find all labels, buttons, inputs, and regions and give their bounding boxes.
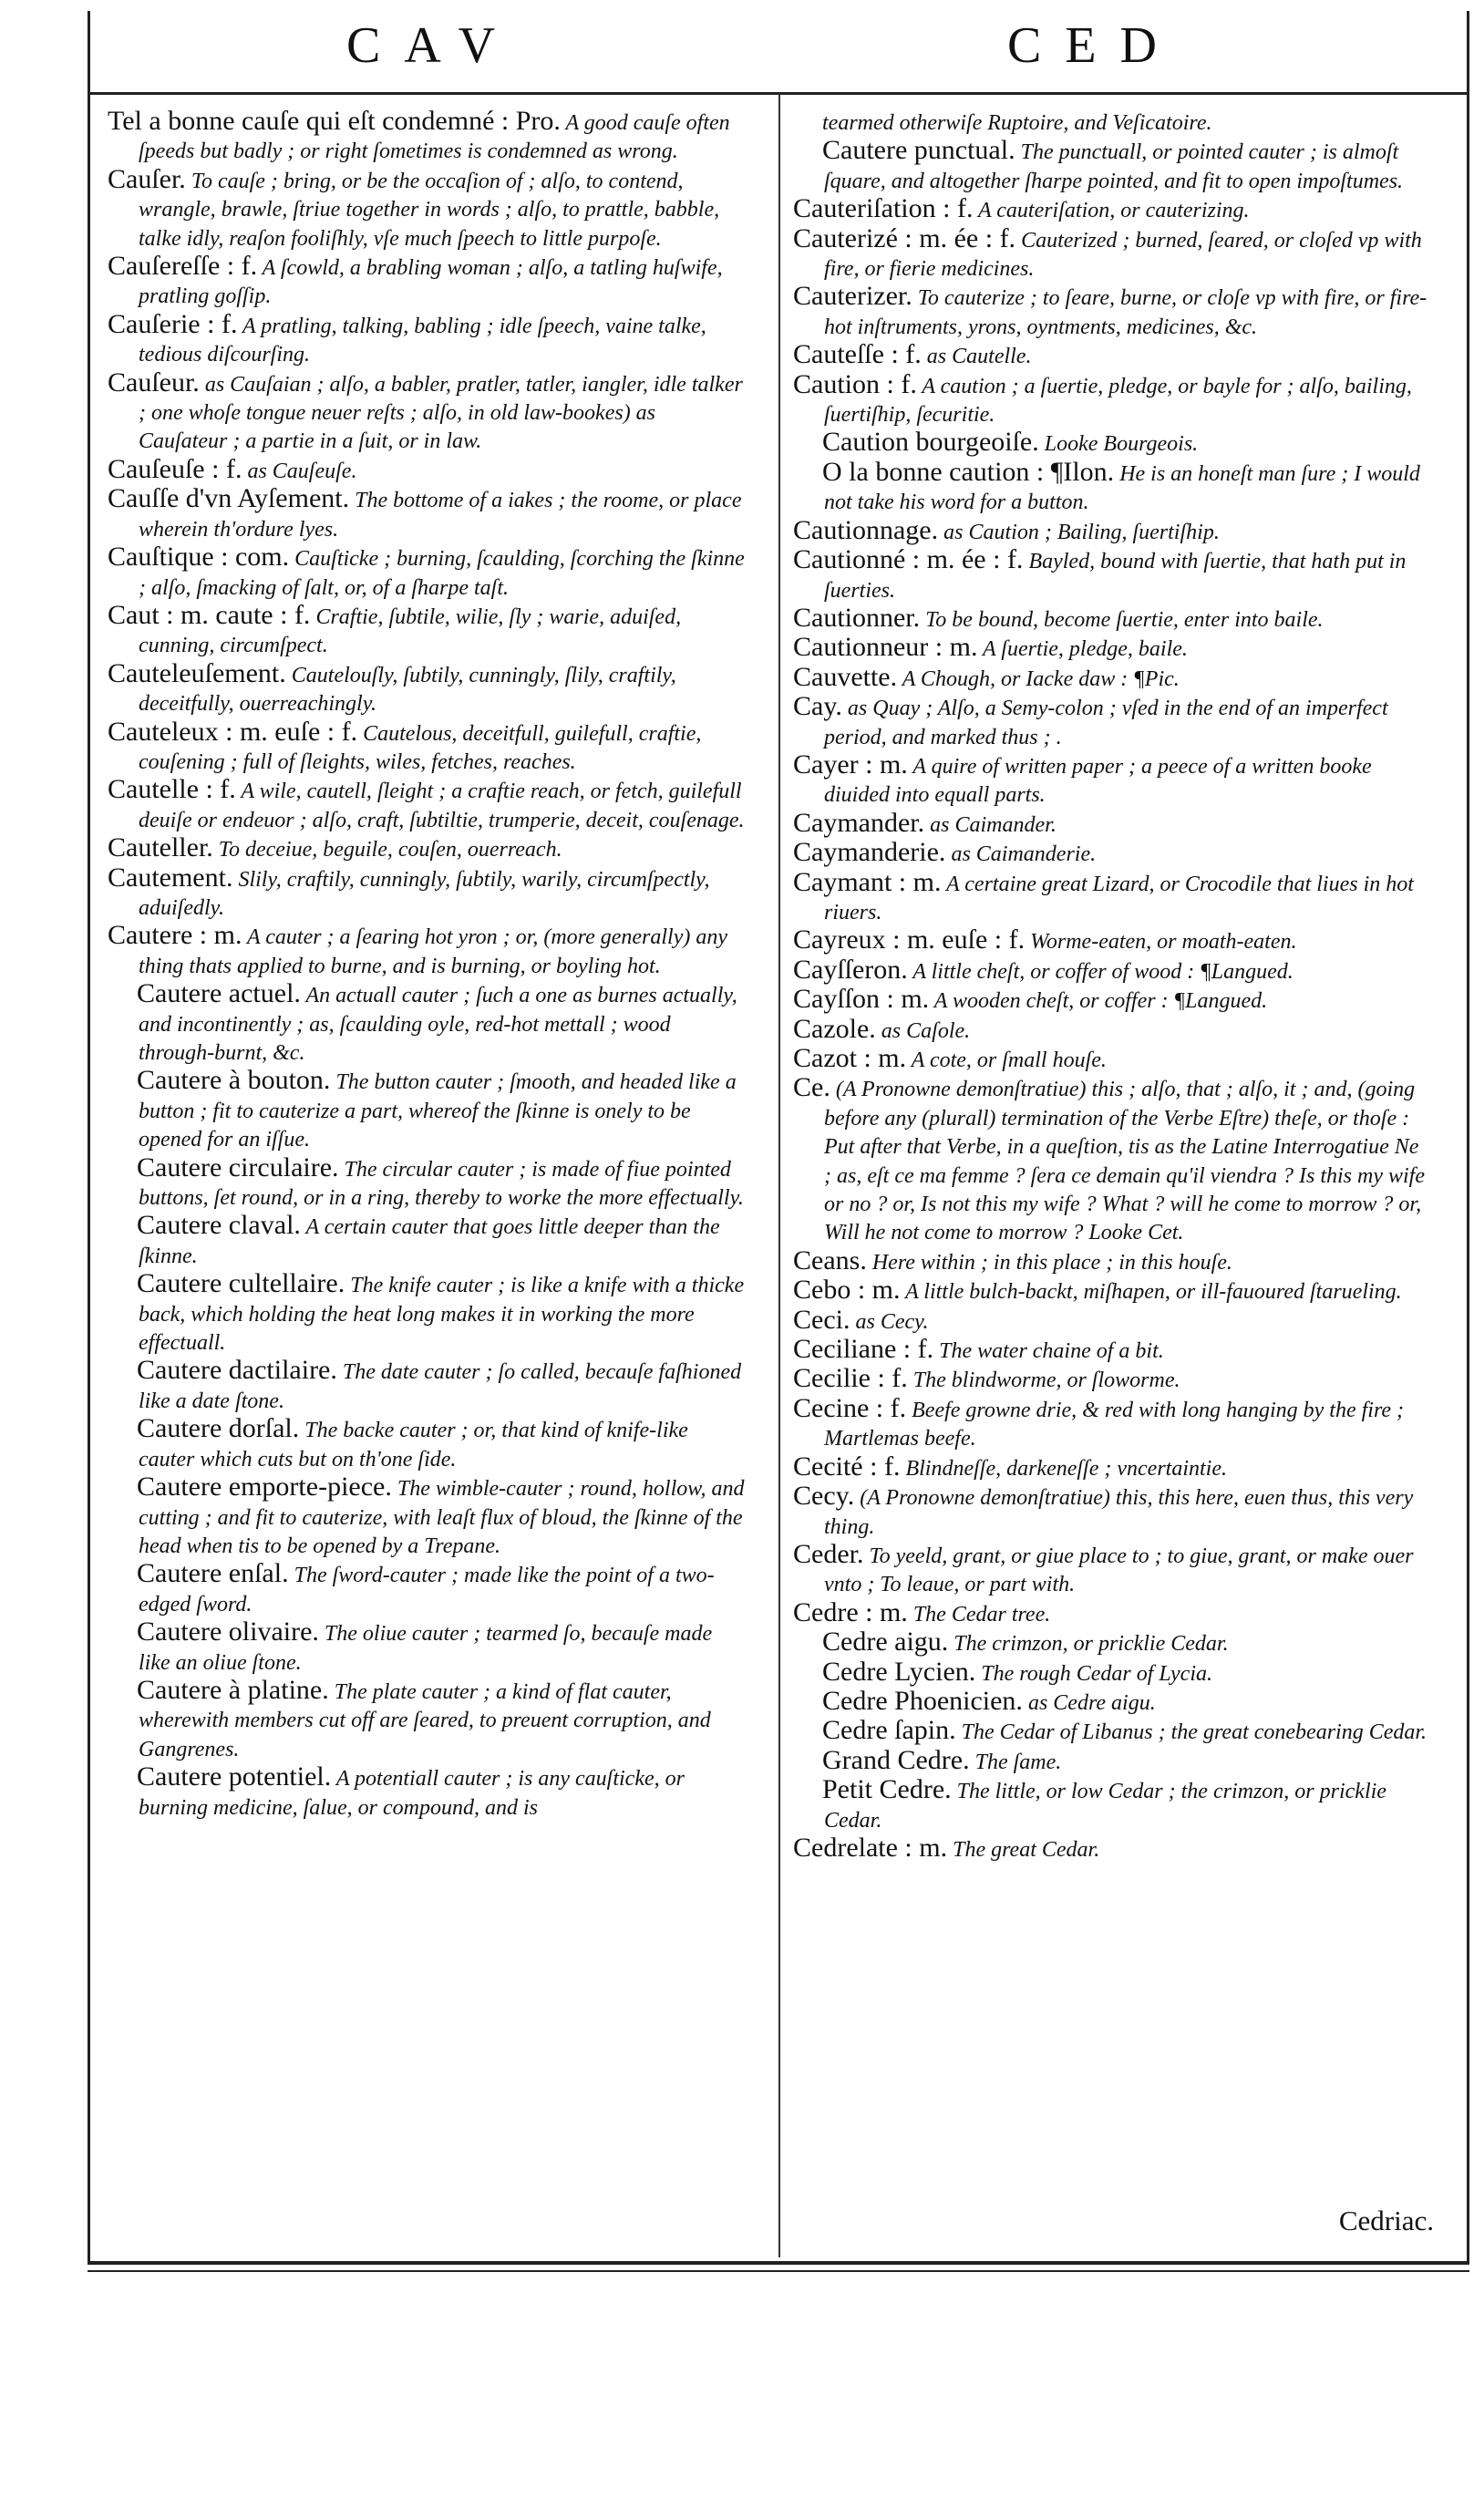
entry-definition: A pratling, talking, babling ; idle ſpeech, vaine talke, tedious diſcourſing. <box>139 314 706 367</box>
entry-headword: Cayreux : m. euſe : f. <box>793 924 1026 955</box>
dictionary-entry <box>793 456 1431 517</box>
entry-headword: Cautere : m. <box>108 920 242 951</box>
dictionary-entry <box>793 986 1431 1015</box>
entry-definition: The backe cauter ; or, that kind of knife-like cauter which cuts but on th'one ſide. <box>139 1419 688 1472</box>
column-divider <box>778 95 780 2257</box>
entry-headword: Ceciliane : f. <box>793 1334 934 1365</box>
entry-headword: Cazot : m. <box>793 1043 907 1073</box>
entry-definition: The date cauter ; ſo called, becauſe faſhioned like a date ſtone. <box>139 1360 742 1413</box>
dictionary-entry <box>793 1306 1431 1336</box>
entry-definition: A cauter ; a ſearing hot yron ; or, (more generally) any thing thats applied to burne, and is burning, or boyling hot. <box>139 925 728 978</box>
entry-definition: as Cautelle. <box>921 345 1032 369</box>
entry-definition: Bayled, bound with ſuertie, that hath put in ſuerties. <box>824 550 1407 603</box>
dictionary-entry <box>793 807 1431 839</box>
entry-headword: Caut : m. caute : f. <box>108 599 311 630</box>
entry-headword: Cauſer. <box>108 163 186 194</box>
entry-definition: as Caimanderie. <box>945 842 1097 867</box>
entry-headword: O la bonne caution : ¶Ilon. <box>822 456 1115 487</box>
entry-headword: Cautere enſal. <box>137 1558 289 1589</box>
dictionary-entry <box>793 1453 1431 1482</box>
entry-headword: Cautionneur : m. <box>793 632 978 663</box>
entry-definition: The circular cauter ; is made of fiue pointed buttons, ſet round, or in a ring, thereby to worke the more effectually. <box>139 1157 744 1211</box>
entry-definition: The oliue cauter ; tearmed ſo, becauſe made like an oliue ſtone. <box>139 1622 713 1675</box>
dictionary-entry <box>793 866 1431 927</box>
dictionary-entry <box>793 1074 1431 1246</box>
dictionary-entry <box>108 922 746 980</box>
entry-definition: An actuall cauter ; ſuch a one as burnes actually, and incontinently ; as, ſcaulding oyle, red-hot mettall ; wood through-burnt, &c. <box>139 984 737 1065</box>
dictionary-entry <box>793 1045 1431 1074</box>
dictionary-entry <box>793 341 1431 370</box>
entry-headword: Cautionné : m. ée : f. <box>793 544 1024 575</box>
entry-definition: The button cauter ; ſmooth, and headed like a button ; fit to cauterize a part, whereof the ſkinne is onely to be opened for an iſſue. <box>139 1070 737 1152</box>
dictionary-entry <box>793 956 1431 986</box>
entry-definition: A ſcowld, a brabling woman ; alſo, a tatling huſwife, pratling goſſip. <box>139 256 723 309</box>
dictionary-entry <box>793 1628 1431 1658</box>
dictionary-entry <box>108 718 746 777</box>
dictionary-entry <box>108 1357 746 1415</box>
entry-definition: Beefe growne drie, & red with long hanging by the fire ; Martlemas beefe. <box>824 1398 1405 1451</box>
entry-headword: Cayer : m. <box>793 749 908 780</box>
dictionary-entry <box>108 253 746 311</box>
dictionary-entry <box>108 864 746 923</box>
entry-headword: Cauteller. <box>108 832 213 863</box>
entry-headword: Ceci. <box>793 1304 850 1335</box>
dictionary-entry <box>793 926 1431 955</box>
entry-headword: Cautere dactilaire. <box>137 1355 337 1386</box>
entry-definition: (A Pronowne demonſtratiue) this ; alſo, that ; alſo, it ; and, (going before any (plurall) termination of the Verbe Eſtre) theſe, or thoſe : Put after that Verbe, in a queſtion, tis as the Latine Interrogatiue Ne ; as, eſt ce ma femme ? ſera ce demain qu'il viendra ? Is this my wife or no ? or, Is not this my wife ? What ? will he come to morrow ? or, Will he not come to morrow ? Looke Cet. <box>824 1078 1425 1245</box>
entry-headword: Cautere dorſal. <box>137 1413 300 1444</box>
entry-definition: The plate cauter ; a kind of flat cauter, wherewith members cut off are ſeared, to preuent corruption, and Gangrenes. <box>139 1679 711 1761</box>
entry-definition: A wile, cautell, ſleight ; a craftie reach, or fetch, guilefull deuiſe or endeuor ; alſo, craft, ſubtiltie, trumperie, deceit, couſenage. <box>139 780 745 832</box>
entry-headword: Cautere punctual. <box>822 135 1015 166</box>
entry-headword: Cazole. <box>793 1013 876 1044</box>
entry-definition: A Chough, or Iacke daw : ¶Pic. <box>897 666 1180 691</box>
dictionary-entry <box>108 1763 746 1822</box>
entry-definition: A certaine great Lizard, or Crocodile that liues in hot riuers. <box>824 872 1414 924</box>
dictionary-entry <box>793 1482 1431 1541</box>
entry-definition: The Cedar tree. <box>907 1602 1051 1627</box>
entry-headword: Cautere à platine. <box>137 1674 329 1705</box>
entry-definition: as Cecy. <box>850 1309 929 1334</box>
entry-headword: Cauſſe d'vn Ayſement. <box>108 483 350 514</box>
entry-headword: Caymander. <box>793 807 925 838</box>
entry-definition: A quire of written paper ; a peece of a written booke diuided into equall parts. <box>824 754 1372 808</box>
entry-definition: Cauterized ; burned, ſeared, or cloſed vp with fire, or fierie medicines. <box>824 228 1422 282</box>
entry-headword: Cay. <box>793 691 842 722</box>
dictionary-entry <box>793 1717 1431 1746</box>
entry-definition: Here within ; in this place ; in this houſe. <box>866 1250 1232 1275</box>
entry-definition: He is an honeſt man ſure ; I would not take his word for a button. <box>824 461 1420 515</box>
entry-headword: Cauterizer. <box>793 281 912 312</box>
entry-definition: A caution ; a ſuertie, pledge, or bayle for ; alſo, bailing, ſuertiſhip, ſecuritie. <box>824 374 1412 428</box>
dictionary-entry <box>108 1067 746 1153</box>
entry-definition: as Cauſeuſe. <box>242 459 357 483</box>
entry-headword: Ceans. <box>793 1245 867 1275</box>
entry-headword: Cedre Phoenicien. <box>822 1685 1023 1716</box>
entry-definition: A potentiall cauter ; is any cauſticke, or burning medicine, ſalue, or compound, and is <box>139 1767 685 1820</box>
dictionary-entry <box>108 1415 746 1473</box>
entry-definition: Cautelouſly, ſubtily, cunningly, ſlily, craftily, deceitfully, ouerreachingly. <box>139 663 676 717</box>
dictionary-entry <box>108 1154 746 1213</box>
footer-rule <box>88 2261 1469 2265</box>
entry-headword: Cayſſeron. <box>793 954 908 985</box>
running-head-left: CAV <box>346 17 520 74</box>
entry-definition: A certain cauter that goes little deeper than the ſkinne. <box>139 1215 720 1268</box>
entry-headword: Ceder. <box>793 1538 864 1569</box>
entry-headword: Cauſeuſe : f. <box>108 453 242 484</box>
entry-headword: Cauteleux : m. euſe : f. <box>108 716 358 747</box>
entry-headword: Cauteleuſement. <box>108 657 286 688</box>
entry-headword: Caution : f. <box>793 368 917 399</box>
dictionary-entry <box>793 1013 1431 1045</box>
entry-definition: The little, or low Cedar ; the crimzon, or pricklie Cedar. <box>824 1780 1386 1833</box>
entry-headword: Cedre : m. <box>793 1596 908 1627</box>
dictionary-entry <box>793 514 1431 546</box>
entry-headword: Cautere circulaire. <box>137 1152 339 1183</box>
dictionary-entry <box>108 599 746 660</box>
entry-headword: Caution bourgeoiſe. <box>822 427 1039 458</box>
entry-definition: (A Pronowne demonſtratiue) this, this here, euen thus, this very thing. <box>824 1486 1414 1539</box>
entry-headword: Ce. <box>793 1072 830 1103</box>
entry-headword: Cauſerie : f. <box>108 308 238 339</box>
dictionary-entry <box>108 1618 746 1677</box>
dictionary-entry <box>793 1392 1431 1453</box>
dictionary-entry <box>108 163 746 253</box>
dictionary-entry <box>793 1247 1431 1276</box>
dictionary-entry <box>108 485 746 543</box>
entry-definition: as Caimander. <box>924 812 1057 837</box>
entry-definition: as Cauſaian ; alſo, a babler, pratler, tatler, iangler, idle talker ; one whoſe tongue neuer reſts ; alſo, in old law-bookes) as Cauſateur ; a partie in a ſuit, or in law. <box>139 372 743 454</box>
entry-definition: To cauſe ; bring, or be the occaſion of ; alſo, to contend, wrangle, brawle, ſtriue together in words ; alſo, to prattle, babble, talke idly, reaſon fooliſhly, vſe much ſpeech to little purpoſe. <box>139 169 720 251</box>
entry-headword: Cecine : f. <box>793 1392 907 1423</box>
entry-definition: To be bound, become ſuertie, enter into baile. <box>920 607 1324 632</box>
dictionary-entry <box>793 634 1431 663</box>
dictionary-entry <box>793 1336 1431 1365</box>
dictionary-entry <box>108 834 746 863</box>
dictionary-entry <box>108 980 746 1067</box>
entry-headword: Cautere actuel. <box>137 978 301 1009</box>
dictionary-entry <box>793 546 1431 604</box>
entry-headword: Cautionnage. <box>793 514 939 545</box>
entry-definition: The great Cedar. <box>947 1837 1100 1862</box>
dictionary-entry <box>793 1834 1431 1864</box>
dictionary-entry <box>793 693 1431 751</box>
dictionary-entry <box>108 1212 746 1270</box>
dictionary-entry <box>793 195 1431 224</box>
entry-headword: Cecité : f. <box>793 1451 901 1482</box>
entry-definition: The blindworme, or ſloworme. <box>907 1368 1180 1393</box>
entry-headword: Cedre Lycien. <box>822 1656 976 1687</box>
footer-rule-thin <box>88 2270 1469 2272</box>
running-head-right: CED <box>1007 17 1180 74</box>
left-column <box>108 108 746 1822</box>
dictionary-entry <box>108 369 746 456</box>
dictionary-entry <box>793 368 1431 429</box>
dictionary-entry <box>793 137 1431 195</box>
entry-headword: Cautement. <box>108 862 233 893</box>
entry-headword: Cautere cultellaire. <box>137 1268 345 1299</box>
dictionary-entry <box>793 1538 1431 1599</box>
dictionary-entry <box>793 222 1431 284</box>
entry-definition: A ſuertie, pledge, baile. <box>977 637 1188 662</box>
dictionary-entry <box>108 1674 746 1763</box>
entry-definition: The water chaine of a bit. <box>933 1339 1164 1364</box>
entry-definition: The knife cauter ; is like a knife with a thicke back, which holding the heat long makes it in working the more effectuall. <box>139 1274 745 1356</box>
entry-headword: Cedre ſapin. <box>822 1715 956 1746</box>
entry-headword: Cauſeur. <box>108 367 200 398</box>
entry-definition: To cauterize ; to ſeare, burne, or cloſe vp with fire, or fire-hot inſtruments, yrons, oyntments, medicines, &c. <box>824 286 1428 339</box>
entry-definition: The crimzon, or pricklie Cedar. <box>948 1632 1229 1657</box>
dictionary-entry <box>793 108 1431 137</box>
entry-definition: The Cedar of Libanus ; the great conebearing Cedar. <box>955 1720 1428 1745</box>
entry-definition: as Quay ; Alſo, a Semy-colon ; vſed in the end of an imperfect period, and marked thus ; . <box>824 697 1388 749</box>
entry-headword: Petit Cedre. <box>822 1774 952 1805</box>
entry-headword: Cautere olivaire. <box>137 1616 319 1647</box>
entry-definition: The punctuall, or pointed cauter ; is almoſt ſquare, and altogether ſharpe pointed, and fit to open impoſtumes. <box>824 140 1404 193</box>
entry-definition: To yeeld, grant, or giue place to ; to giue, grant, or make ouer vnto ; To leaue, or part with. <box>824 1544 1414 1597</box>
entry-definition: Craftie, ſubtile, wilie, ſly ; warie, aduiſed, cunning, circumſpect. <box>139 604 682 658</box>
entry-headword: Cautere emporte-piece. <box>137 1472 392 1503</box>
dictionary-entry <box>108 453 746 485</box>
dictionary-entry <box>793 429 1431 458</box>
dictionary-entry <box>108 1473 746 1560</box>
entry-definition: A wooden cheſt, or coffer : ¶Langued. <box>929 989 1268 1014</box>
entry-headword: Cecy. <box>793 1481 855 1512</box>
dictionary-entry <box>793 283 1431 341</box>
entry-definition: A cote, or ſmall houſe. <box>906 1048 1107 1072</box>
entry-headword: Cauſtique : com. <box>108 542 290 573</box>
entry-definition: The rough Cedar of Lycia. <box>975 1661 1213 1686</box>
entry-headword: Tel a bonne cauſe qui eſt condemné : Pro. <box>108 106 561 136</box>
entry-headword: Cauvette. <box>793 661 898 692</box>
dictionary-entry <box>793 661 1431 693</box>
entry-definition: The wimble-cauter ; round, hollow, and cutting ; and fit to cauterize, with leaſt flux of bloud, the ſkinne of the head when tis to be opened by a Trepane. <box>139 1477 745 1558</box>
dictionary-entry <box>108 1560 746 1618</box>
dictionary-entry <box>793 1685 1431 1717</box>
entry-headword: Cautere potentiel. <box>137 1761 332 1792</box>
entry-definition: A little bulch-backt, miſhapen, or ill-fauoured ſtarueling. <box>900 1280 1402 1305</box>
entry-headword: Cedrelate : m. <box>793 1832 948 1863</box>
dictionary-entry <box>793 604 1431 634</box>
entry-headword: Cecilie : f. <box>793 1363 908 1394</box>
dictionary-entry <box>108 543 746 602</box>
entry-definition: The ſword-cauter ; made like the point of a two-edged ſword. <box>139 1564 715 1616</box>
entry-definition: as Caſole. <box>875 1018 971 1043</box>
entry-headword: Cauteriſation : f. <box>793 193 974 224</box>
right-column <box>793 108 1431 1864</box>
entry-headword: Grand Cedre. <box>822 1744 970 1775</box>
entry-definition: To deceiue, beguile, couſen, ouerreach. <box>212 838 562 862</box>
dictionary-entry <box>793 1276 1431 1306</box>
dictionary-entry <box>108 308 746 369</box>
entry-headword: Cauſereſſe : f. <box>108 251 258 282</box>
entry-definition: Looke Bourgeois. <box>1038 432 1199 457</box>
dictionary-entry <box>108 108 746 166</box>
dictionary-entry <box>793 1365 1431 1394</box>
entry-definition: tearmed otherwiſe Ruptoire, and Veſicatoire. <box>822 111 1212 135</box>
dictionary-entry <box>108 776 746 834</box>
entry-definition: Cauſticke ; burning, ſcaulding, ſcorching the ſkinne ; alſo, ſmacking of ſalt, or, of a ſharpe taſt. <box>139 547 745 600</box>
dictionary-entry <box>793 1596 1431 1628</box>
entry-headword: Cautere claval. <box>137 1210 301 1241</box>
entry-definition: The bottome of a iakes ; the roome, or place wherein th'ordure lyes. <box>139 489 742 542</box>
dictionary-entry <box>108 657 746 718</box>
entry-headword: Cautionner. <box>793 602 921 633</box>
entry-definition: as Cedre aigu. <box>1022 1690 1156 1715</box>
entry-definition: A good cauſe often ſpeeds but badly ; or right ſometimes is condemned as wrong. <box>139 111 730 164</box>
entry-headword: Cauteſſe : f. <box>793 339 922 370</box>
entry-definition: Slily, craftily, cunningly, ſubtily, warily, circumſpectly, aduiſedly. <box>139 867 710 920</box>
catchword: Cedriac. <box>1338 2205 1434 2236</box>
dictionary-entry <box>793 1658 1431 1688</box>
entry-headword: Cautere à bouton. <box>137 1065 331 1096</box>
entry-definition: A cauteriſation, or cauterizing. <box>973 199 1250 223</box>
entry-headword: Cedre aigu. <box>822 1627 949 1658</box>
entry-headword: Caymant : m. <box>793 866 942 897</box>
entry-headword: Cauterizé : m. ée : f. <box>793 222 1016 253</box>
entry-definition: Cautelous, deceitfull, guilefull, craftie, couſening ; full of ſleights, wiles, fetches, reaches. <box>139 721 702 774</box>
dictionary-entry <box>793 1744 1431 1776</box>
dictionary-entry <box>793 751 1431 810</box>
entry-headword: Cayſſon : m. <box>793 984 930 1015</box>
dictionary-entry <box>793 1776 1431 1834</box>
entry-definition: A little cheſt, or coffer of wood : ¶Langued. <box>907 959 1294 984</box>
entry-definition: The ſame. <box>969 1750 1062 1774</box>
entry-headword: Caymanderie. <box>793 837 946 868</box>
dictionary-entry <box>108 1270 746 1357</box>
entry-definition: Worme-eaten, or moath-eaten. <box>1025 930 1297 955</box>
entry-definition: Blindneſſe, darkeneſſe ; vncertaintie. <box>900 1456 1227 1481</box>
entry-headword: Cautelle : f. <box>108 774 236 805</box>
entry-definition: as Caution ; Bailing, ſuertiſhip. <box>938 520 1220 544</box>
entry-headword: Cebo : m. <box>793 1275 901 1306</box>
dictionary-entry <box>793 839 1431 868</box>
